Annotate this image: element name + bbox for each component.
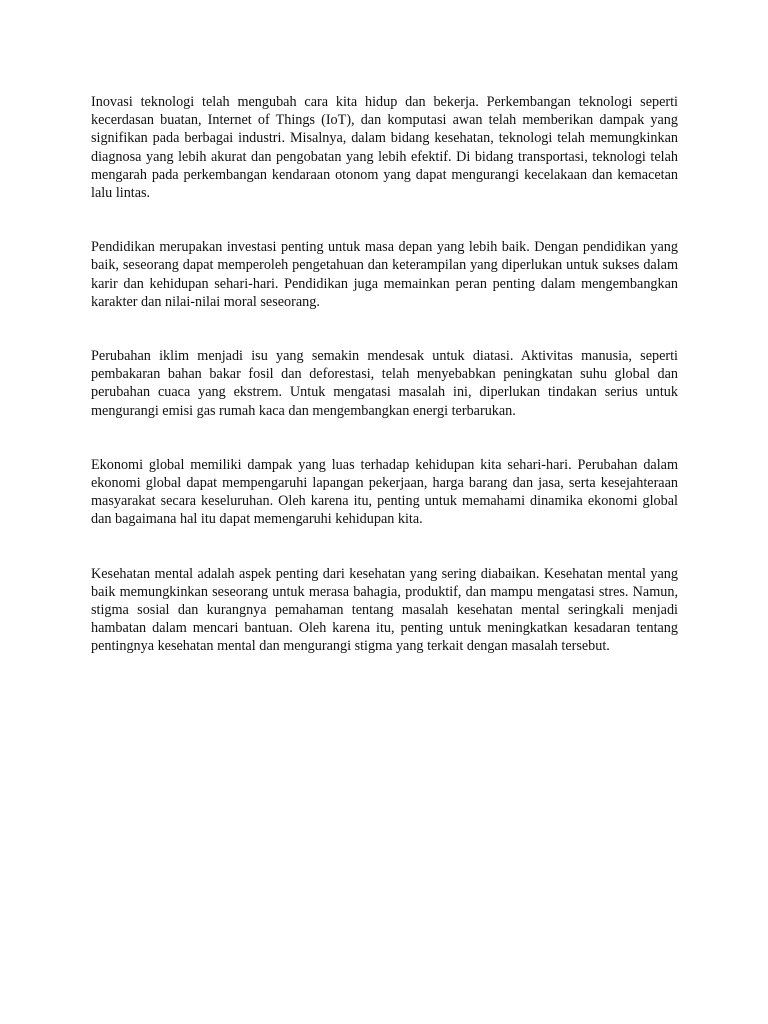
paragraph-education: Pendidikan merupakan investasi penting untuk masa depan yang lebih baik. Dengan pendidikan yang baik, seseorang dapat memperoleh pengetahuan dan keterampilan yang diperlukan untuk sukses dalam karir dan kehidupan sehari-hari. Pendidikan juga memainkan peran penting dalam mengembangkan karakter dan nilai-nilai moral seseorang. [91,239,678,310]
paragraph-climate-change: Perubahan iklim menjadi isu yang semakin mendesak untuk diatasi. Aktivitas manusia, seperti pembakaran bahan bakar fosil dan deforestasi, telah menyebabkan peningkatan suhu global dan perubahan cuaca yang ekstrem. Untuk mengatasi masalah ini, diperlukan tindakan serius untuk mengurangi emisi gas rumah kaca dan mengembangkan energi terbarukan. [91,348,678,419]
paragraph-mental-health: Kesehatan mental adalah aspek penting dari kesehatan yang sering diabaikan. Kesehatan mental yang baik memungkinkan seseorang untuk merasa bahagia, produktif, dan mampu mengatasi stres. Namun, stigma sosial dan kurangnya pemahaman tentang masalah kesehatan mental seringkali menjadi hambatan dalam mencari bantuan. Oleh karena itu, penting untuk meningkatkan kesadaran tentang pentingnya kesehatan mental dan mengurangi stigma yang terkait dengan masalah tersebut. [91,565,678,655]
document-body [91,93,678,656]
paragraph-global-economy: Ekonomi global memiliki dampak yang luas terhadap kehidupan kita sehari-hari. Perubahan dalam ekonomi global dapat mempengaruhi lapangan pekerjaan, harga barang dan jasa, serta kesejahteraan masyarakat secara keseluruhan. Oleh karena itu, penting untuk memahami dinamika ekonomi global dan bagaimana hal itu dapat memengaruhi kehidupan kita. [91,456,678,528]
paragraph-technology: Inovasi teknologi telah mengubah cara kita hidup dan bekerja. Perkembangan teknologi seperti kecerdasan buatan, Internet of Things (IoT), dan komputasi awan telah memberikan dampak yang signifikan pada berbagai industri. Misalnya, dalam bidang kesehatan, teknologi telah memungkinkan diagnosa yang lebih akurat dan pengobatan yang lebih efektif. Di bidang transportasi, teknologi telah mengarah pada perkembangan kendaraan otonom yang dapat mengurangi kecelakaan dan kemacetan lalu lintas. [91,94,678,202]
